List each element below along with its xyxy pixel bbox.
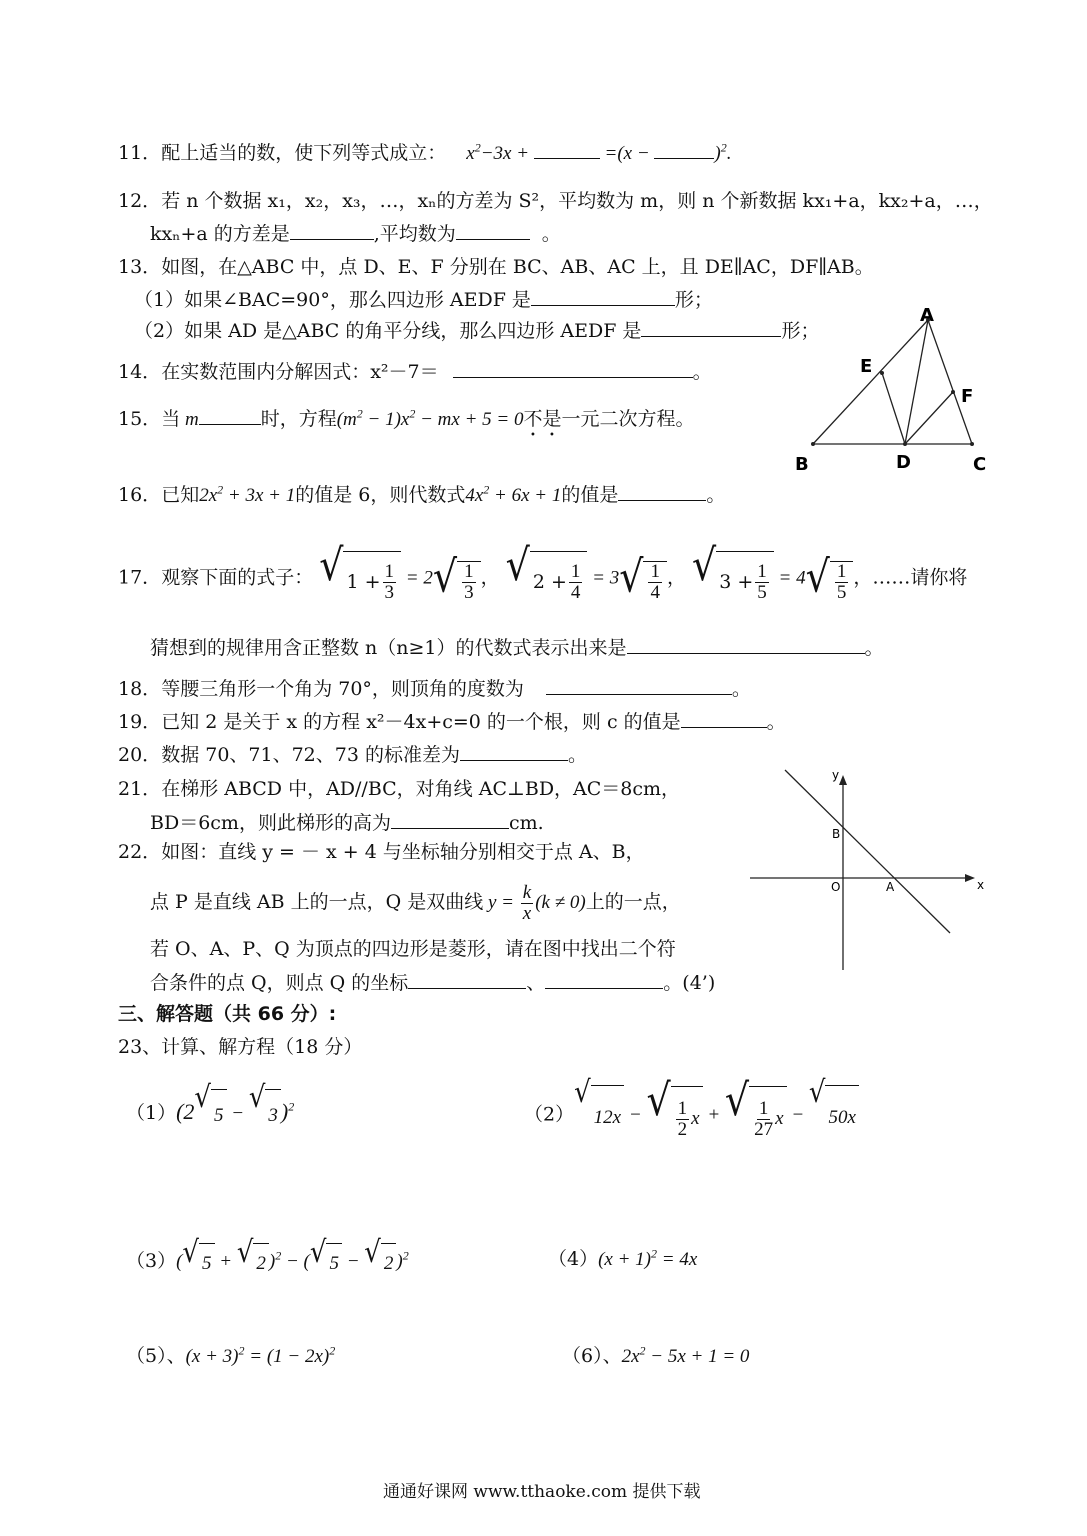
q19-blank[interactable] — [681, 707, 767, 728]
point-b-label: B — [832, 827, 841, 841]
q18-blank[interactable] — [546, 674, 732, 695]
q20-end: 。 — [567, 744, 587, 766]
q15-equation: $(m^2 - 1)x^2$ − mx + 5 = 0 — [336, 406, 524, 430]
q15-not: 不是 — [523, 408, 562, 430]
question-17: 17．观察下面的式子： √ 1 + $\frac{1}{3}$ = 2 √ $\frac{1}{3}$ ， √ 2 + $\frac{1}{4}$ = 3 √ $\frac{1}{4}$ ， √ 3 + $\frac{1}{5}$ = 4 √ $\frac{1}{5}$ ，……请你将 — [118, 545, 967, 612]
q21-blank[interactable] — [391, 808, 509, 829]
q12-variance-label: kxₙ+a 的方差是 — [150, 223, 290, 245]
q22-line1: 如图：直线 y = － x + 4 与坐标轴分别相交于点 A、B， — [161, 841, 645, 863]
q16-number: 16． — [118, 484, 162, 506]
q22-line4-text: 合条件的点 Q，则点 Q 的坐标 — [150, 972, 409, 994]
q21-number: 21． — [118, 778, 162, 800]
q15-tail: 一元二次方程。 — [561, 408, 695, 430]
q16-expr-2: $4x^2 + 6x + 1$ — [465, 482, 562, 506]
q22-separator: 、 — [526, 972, 546, 994]
q23-part-1: （1）(2 √ 5 − √ 3 )$^2$ — [126, 1086, 294, 1142]
q23-p4-label: （4） — [548, 1248, 599, 1270]
q15-blank[interactable] — [199, 404, 261, 425]
q22-hyperbola: y = — [483, 892, 519, 913]
q11-number: 11． — [118, 142, 162, 164]
q13-sub2-text: （2）如果 AD 是△ABC 的角平分线，那么四边形 AEDF 是 — [134, 320, 642, 342]
q14-blank[interactable] — [453, 357, 693, 378]
question-18 — [118, 674, 751, 703]
question-21-line2 — [150, 808, 544, 837]
q17-radical-1: √ 1 + $\frac{1}{3}$ — [319, 545, 401, 612]
q17-radical-2b: √ $\frac{1}{4}$ — [619, 555, 667, 603]
q21-line2-text: BD＝6cm，则此梯形的高为 — [150, 812, 391, 834]
q23-p1-expr: (2 — [176, 1099, 195, 1124]
q23-p6-label: （6）、 — [562, 1345, 622, 1367]
question-15: 15．当 m 时，方程$(m^2 - 1)x^2$ − mx + 5 = 0不是一元二次方程。 — [118, 404, 695, 441]
coordinate-figure — [745, 765, 995, 975]
q23-part-4: $(4)(x + 1)^2 = 4x$ — [548, 1246, 698, 1270]
axis-label-x: x — [977, 878, 985, 892]
q14-number: 14． — [118, 361, 162, 383]
q17-radical-3: √ 3 + $\frac{1}{5}$ — [692, 545, 774, 612]
q18-end: 。 — [731, 678, 751, 700]
q22-number: 22． — [118, 841, 162, 863]
footer-text: 通通好课网 www.tthaoke.com 提供下载 — [383, 1482, 701, 1502]
q22-line2-text: 点 P 是直线 AB 上的一点，Q 是双曲线 — [150, 891, 484, 913]
q12-text: 若 n 个数据 x₁，x₂，x₃，…，xₙ的方差为 S²，平均数为 m，则 n 个新数据 kx₁+a，kx₂+a，…， — [161, 190, 993, 212]
question-12-line2 — [150, 219, 561, 248]
q22-line2-tail: 上的一点， — [585, 891, 681, 913]
q23-p3-label: （3） — [126, 1250, 177, 1272]
q15-equation-label: 时，方程 — [260, 408, 337, 430]
q12-end: 。 — [541, 223, 561, 245]
triangle-label-d: D — [896, 452, 911, 473]
q16-given: 已知 — [161, 484, 200, 506]
triangle-figure — [790, 300, 1000, 480]
q13-sub1-text: （1）如果∠BAC=90°，那么四边形 AEDF 是 — [134, 289, 531, 311]
q23-part-3: （3）( √ 5 + √ 2 )$^2$ − ( √ 5 − √ 2 )$^2$ — [126, 1240, 409, 1284]
q18-text: 等腰三角形一个角为 70°，则顶角的度数为 — [161, 678, 524, 700]
q23-p2-label: （2） — [524, 1103, 575, 1126]
triangle-label-a: A — [920, 305, 934, 326]
question-22-line4 — [150, 968, 715, 997]
question-13-sub2 — [134, 316, 819, 345]
q11-blank-1[interactable] — [534, 138, 600, 159]
q22-blank-2[interactable] — [545, 968, 663, 989]
q21-line1: 在梯形 ABCD 中，AD//BC，对角线 AC⊥BD，AC＝8cm， — [161, 778, 681, 800]
question-19 — [118, 707, 786, 736]
question-20 — [118, 740, 587, 769]
q12-blank-mean[interactable] — [456, 219, 530, 240]
q22-line3-text: 若 O、A、P、Q 为顶点的四边形是菱形，请在图中找出二个符 — [150, 938, 676, 960]
q23-part-5: （5）、$(x + 3)^2 = (1 - 2x)^2$ — [126, 1343, 336, 1367]
q12-mean-label: ,平均数为 — [373, 223, 456, 245]
q17-number: 17． — [118, 566, 162, 589]
q12-number: 12． — [118, 190, 162, 212]
q20-blank[interactable] — [460, 740, 568, 761]
q17-observe: 观察下面的式子： — [161, 566, 314, 589]
q17-radical-3b: √ $\frac{1}{5}$ — [806, 555, 854, 603]
question-13 — [118, 253, 874, 281]
q23-p5-label: （5）、 — [126, 1345, 186, 1367]
question-22-line3 — [150, 935, 676, 963]
triangle-label-f: F — [961, 386, 974, 407]
q13-blank-2[interactable] — [641, 316, 781, 337]
question-16 — [118, 480, 725, 510]
question-17-line2 — [150, 633, 884, 662]
q13-sub1-suffix: 形； — [674, 289, 713, 311]
q12-blank-variance[interactable] — [290, 219, 374, 240]
q17-line2-text: 猜想到的规律用含正整数 n（n≥1）的代数式表示出来是 — [150, 637, 627, 659]
q17-blank[interactable] — [627, 633, 865, 654]
q17-end: 。 — [864, 637, 884, 659]
q15-number: 15． — [118, 408, 162, 430]
section-3-heading: 三、解答题（共 66 分）: — [118, 1003, 337, 1025]
point-a-label: A — [886, 880, 895, 894]
question-14 — [118, 357, 712, 386]
question-12-line1 — [118, 187, 993, 215]
q16-value-label: 的值是 — [561, 484, 619, 506]
q19-end: 。 — [766, 711, 786, 733]
origin-label: O — [831, 880, 841, 894]
q19-text: 已知 2 是关于 x 的方程 x²－4x+c=0 的一个根，则 c 的值是 — [161, 711, 681, 733]
triangle-label-b: B — [795, 454, 809, 475]
triangle-label-e: E — [860, 356, 873, 377]
q14-end: 。 — [692, 361, 712, 383]
question-23-title: 23、计算、解方程（18 分） — [118, 1036, 363, 1058]
question-22-line2: 点 P 是直线 AB 上的一点，Q 是双曲线 y = $\frac{k}{x}$ (k ≠ 0)上的一点， — [150, 881, 681, 924]
q16-blank[interactable] — [618, 480, 706, 501]
q20-number: 20． — [118, 744, 162, 766]
q11-text: 配上适当的数，使下列等式成立： — [161, 142, 447, 164]
q14-text: 在实数范围内分解因式：x²－7＝ — [161, 361, 439, 383]
q23-part-2: （2） √ 12x − √ $\frac{1}{2}$ x + √ $\frac{1}{27}$ x − √ 50x — [524, 1080, 859, 1151]
q20-text: 数据 70、71、72、73 的标准差为 — [161, 744, 460, 766]
q17-radical-1b: √ $\frac{1}{3}$ — [433, 555, 481, 603]
q22-blank-1[interactable] — [408, 968, 526, 989]
question-13-sub1 — [134, 285, 713, 314]
q17-radical-2: √ 2 + $\frac{1}{4}$ — [506, 545, 588, 612]
q15-when: 当 — [161, 408, 181, 430]
question-21 — [118, 775, 680, 803]
q11-equation: $x^2-3x$ + — [466, 140, 534, 164]
question-22 — [118, 838, 645, 866]
q18-number: 18． — [118, 678, 162, 700]
q13-text: 如图，在△ABC 中，点 D、E、F 分别在 BC、AB、AC 上，且 DE∥AC，DF∥AB。 — [161, 256, 874, 278]
q16-expr-1: $2x^2 + 3x + 1$ — [199, 482, 296, 506]
q13-blank-1[interactable] — [531, 285, 675, 306]
q16-mid: 的值是 6，则代数式 — [295, 484, 466, 506]
q22-end: 。(4’) — [663, 972, 716, 994]
q11-blank-2[interactable] — [654, 138, 714, 159]
q23-p1-label: （1） — [126, 1102, 177, 1124]
question-11: 11．配上适当的数，使下列等式成立： $x^2-3x + =(x - )^2$. — [118, 138, 732, 168]
q13-number: 13． — [118, 256, 162, 278]
q23-part-6: （6）、$2x^2 - 5x + 1 = 0$ — [562, 1343, 750, 1367]
q13-sub2-suffix: 形； — [781, 320, 820, 342]
q19-number: 19． — [118, 711, 162, 733]
axis-label-y: y — [832, 768, 840, 782]
q17-tail: ……请你将 — [872, 566, 968, 589]
q21-end: cm. — [508, 812, 544, 834]
q16-end: 。 — [706, 484, 726, 506]
triangle-label-c: C — [973, 454, 987, 475]
